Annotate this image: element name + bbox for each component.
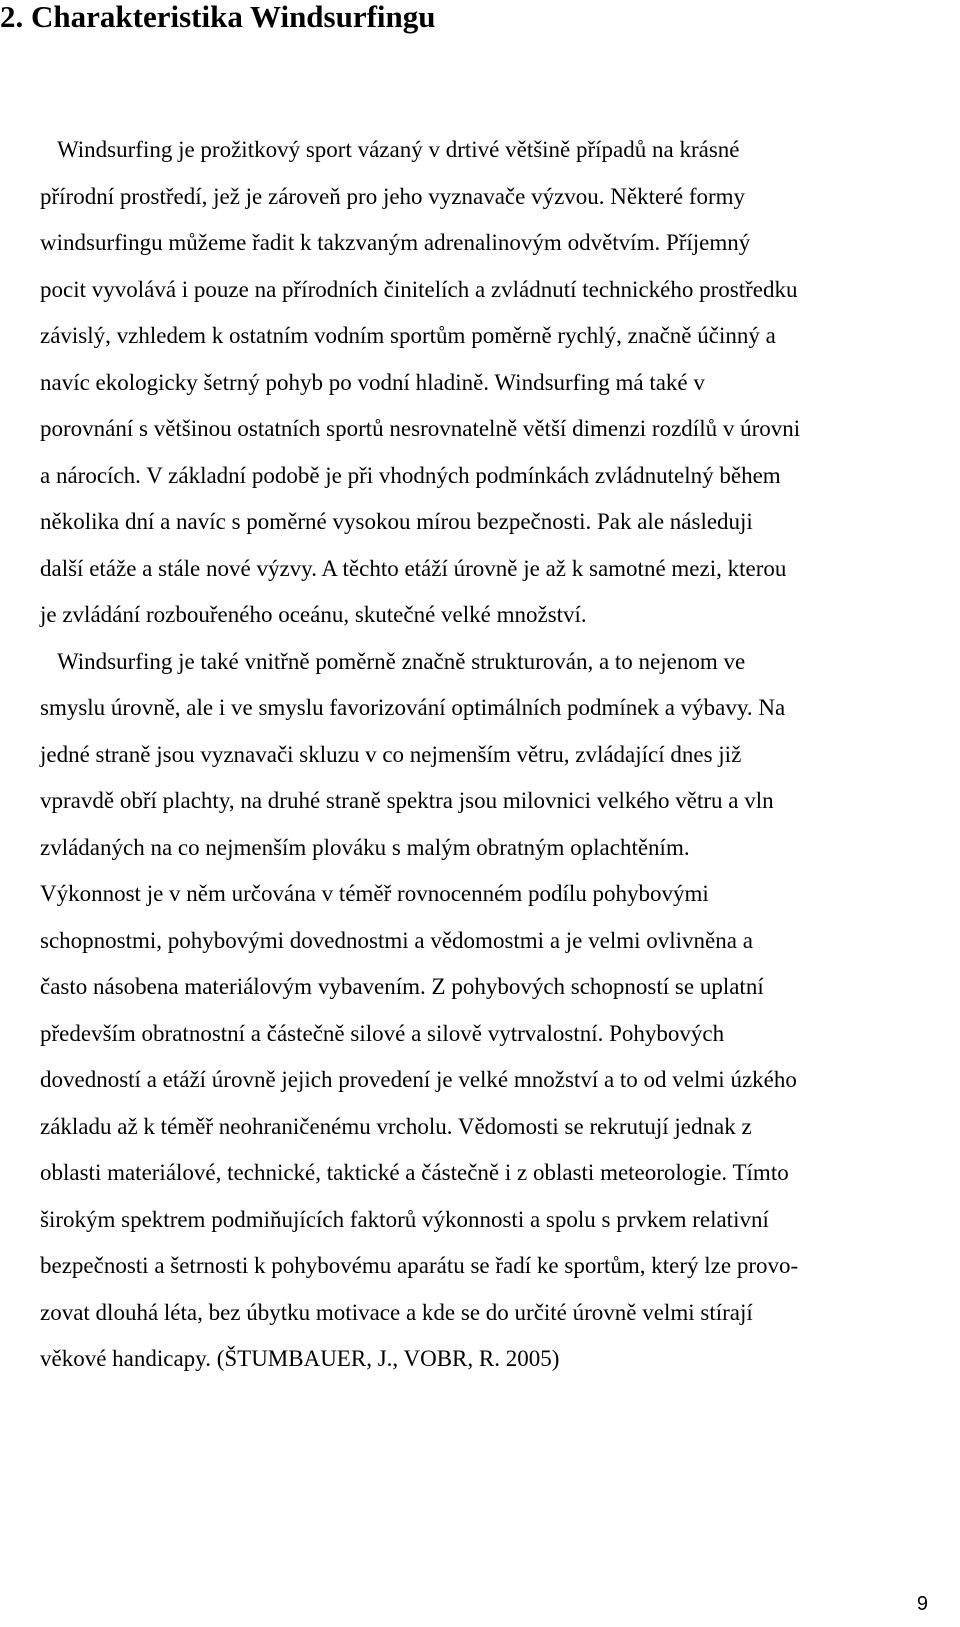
paragraph-1-line: přírodní prostředí, jež je zároveň pro jeho vyznavače výzvou. Některé formy bbox=[40, 183, 746, 209]
paragraph-1-line: závislý, vzhledem k ostatním vodním sportům poměrně rychlý, značně účinný a bbox=[40, 323, 776, 348]
paragraph-2-line: Windsurfing je také vnitřně poměrně značně strukturován, a to nejenom ve bbox=[57, 648, 746, 674]
paragraph-2-line: často násobena materiálovým vybavením. Z pohybových schopností se uplatní bbox=[40, 974, 764, 999]
paragraph-1-line: pocit vyvolává i pouze na přírodních činitelích a zvládnutí technického prostředku bbox=[40, 276, 798, 302]
paragraph-2-line: širokým spektrem podmiňujících faktorů výkonnosti a spolu s prvkem relativní bbox=[40, 1206, 769, 1232]
page-number: 9 bbox=[916, 1593, 928, 1615]
paragraph-1-line: další etáže a stále nové výzvy. A těchto etáží úrovně je až k samotné mezi, kterou bbox=[40, 555, 787, 581]
paragraph-2-line: jedné straně jsou vyznavači skluzu v co nejmenším větru, zvládající dnes již bbox=[40, 741, 742, 767]
paragraph-2-line: dovedností a etáží úrovně jejich provedení je velké množství a to od velmi úzkého bbox=[40, 1067, 797, 1092]
paragraph-1-line: Windsurfing je prožitkový sport vázaný v drtivé většině případů na krásné bbox=[57, 137, 740, 162]
paragraph-2-line: zvládaných na co nejmenším plováku s malým obratným oplachtěním. bbox=[40, 834, 690, 860]
paragraph-2-line: smyslu úrovně, ale i ve smyslu favorizování optimálních podmínek a výbavy. Na bbox=[40, 695, 786, 720]
paragraph-2-line: základu až k téměř neohraničenému vrcholu. Vědomosti se rekrutují jednak z bbox=[40, 1113, 752, 1139]
paragraph-1-line: porovnání s většinou ostatních sportů nesrovnatelně větší dimenzi rozdílů v úrovni bbox=[40, 416, 801, 441]
paragraph-2-line: vpravdě obří plachty, na druhé straně spektra jsou milovnici velkého větru a vln bbox=[40, 788, 774, 813]
paragraph-2-line: schopnostmi, pohybovými dovednostmi a vědomostmi a je velmi ovlivněna a bbox=[40, 927, 753, 953]
paragraph-1-line: a nárocích. V základní podobě je při vhodných podmínkách zvládnutelný během bbox=[40, 462, 781, 488]
paragraph-1-line: několika dní a navíc s poměrné vysokou mírou bezpečnosti. Pak ale následuji bbox=[40, 509, 753, 534]
paragraph-2-line: oblasti materiálové, technické, taktické a částečně i z oblasti meteorologie. Tímto bbox=[40, 1160, 789, 1185]
body-text bbox=[40, 127, 920, 1383]
chapter-heading: 2. Charakteristika Windsurfingu bbox=[0, 0, 436, 34]
paragraph-2-line: Výkonnost je v něm určována v téměř rovnocenném podílu pohybovými bbox=[40, 881, 709, 906]
paragraph-2-line: věkové handicapy. (ŠTUMBAUER, J., VOBR, R. 2005) bbox=[40, 1346, 560, 1371]
paragraph-1-line: je zvládání rozbouřeného oceánu, skutečné velké množství. bbox=[40, 602, 587, 627]
paragraph-2-line: zovat dlouhá léta, bez úbytku motivace a kde se do určité úrovně velmi stírají bbox=[40, 1299, 753, 1325]
paragraph-2-line: především obratnostní a částečně silové a silově vytrvalostní. Pohybových bbox=[40, 1020, 725, 1046]
paragraph-1-line: windsurfingu můžeme řadit k takzvaným adrenalinovým odvětvím. Příjemný bbox=[40, 230, 751, 255]
paragraph-2-line: bezpečnosti a šetrnosti k pohybovému aparátu se řadí ke sportům, který lze provo- bbox=[40, 1253, 799, 1278]
paragraph-1-line: navíc ekologicky šetrný pohyb po vodní hladině. Windsurfing má také v bbox=[40, 369, 705, 395]
